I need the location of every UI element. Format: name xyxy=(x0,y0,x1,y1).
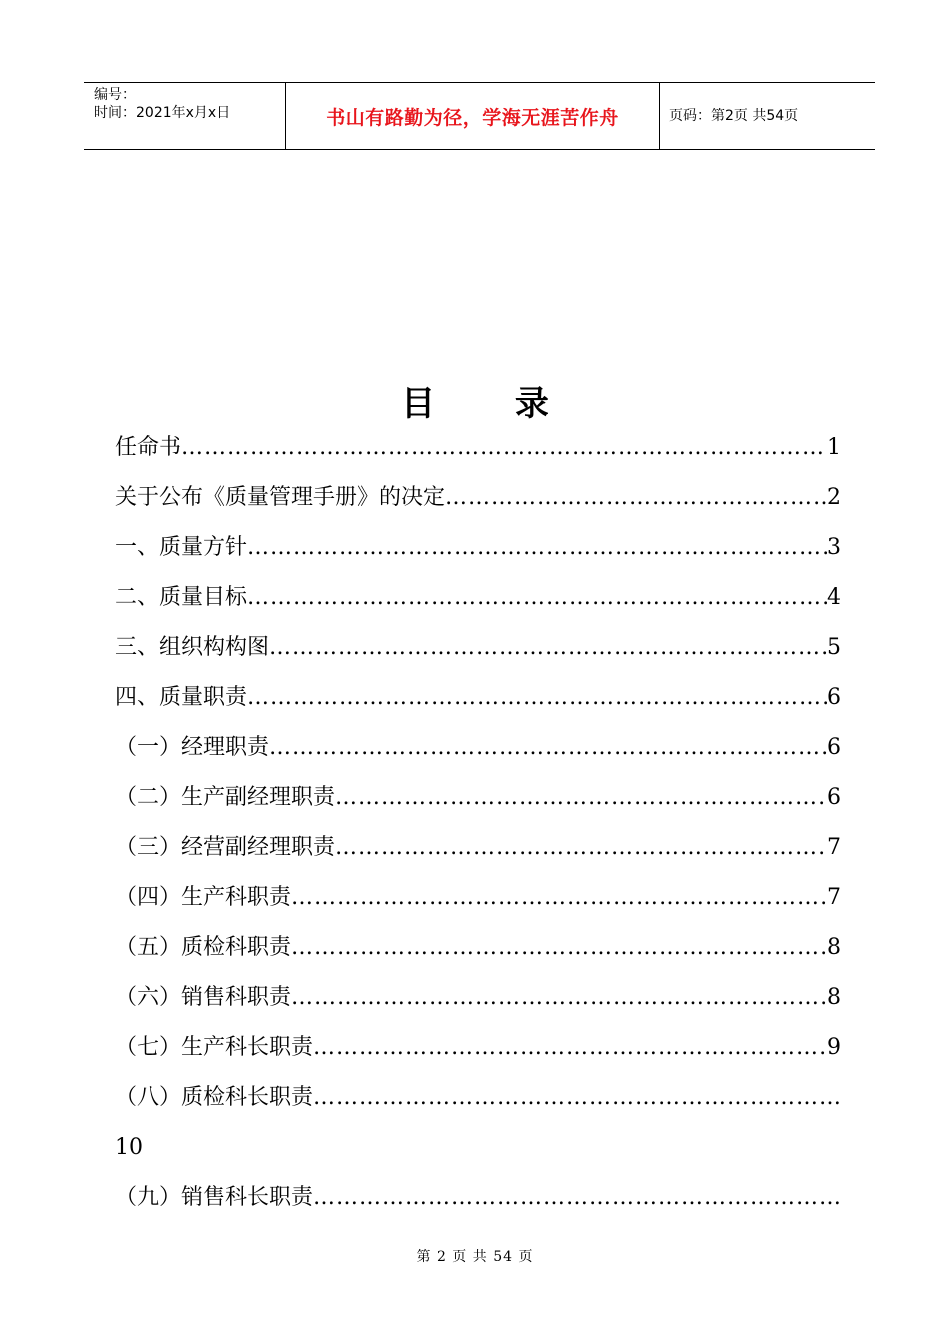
toc-entry[interactable] xyxy=(115,1080,841,1130)
toc-entry-page: 8 xyxy=(827,935,841,960)
table-of-contents xyxy=(115,430,841,1230)
toc-entry[interactable] xyxy=(115,1030,841,1080)
toc-leader xyxy=(335,830,827,866)
toc-leader xyxy=(247,580,827,616)
toc-leader xyxy=(313,1180,841,1216)
toc-leader xyxy=(445,480,827,516)
toc-entry-text: （九）销售科长职责 xyxy=(115,1185,314,1210)
toc-entry[interactable] xyxy=(115,430,841,480)
toc-entry-page-wrapped xyxy=(115,1130,841,1180)
toc-entry-text: （二）生产副经理职责 xyxy=(115,785,336,810)
toc-entry-text: （三）经营副经理职责 xyxy=(115,835,336,860)
toc-entry-text: 三、组织构构图 xyxy=(115,635,270,660)
number-label: 编号： xyxy=(94,87,136,103)
toc-leader xyxy=(247,530,827,566)
header-page-cell xyxy=(659,83,875,149)
toc-entry[interactable] xyxy=(115,630,841,680)
toc-leader xyxy=(335,780,827,816)
toc-entry-page: 7 xyxy=(827,885,841,910)
toc-entry-page: 6 xyxy=(827,685,841,710)
toc-entry-page: 8 xyxy=(827,985,841,1010)
toc-leader xyxy=(291,980,827,1016)
toc-leader xyxy=(269,730,827,766)
toc-entry-page: 7 xyxy=(827,835,841,860)
toc-entry-text: （五）质检科职责 xyxy=(115,935,292,960)
toc-leader xyxy=(313,1030,827,1066)
toc-leader xyxy=(291,930,827,966)
toc-leader xyxy=(181,430,827,466)
toc-entry-page: 3 xyxy=(827,535,841,560)
toc-entry-text: （七）生产科长职责 xyxy=(115,1035,314,1060)
toc-leader xyxy=(291,880,827,916)
toc-entry-text: 二、质量目标 xyxy=(115,585,248,610)
toc-entry[interactable] xyxy=(115,980,841,1030)
toc-entry[interactable] xyxy=(115,530,841,580)
toc-entry[interactable] xyxy=(115,1180,841,1230)
toc-leader xyxy=(313,1080,841,1116)
toc-title: 目 录 xyxy=(401,384,583,424)
toc-entry[interactable] xyxy=(115,930,841,980)
toc-entry[interactable] xyxy=(115,780,841,830)
toc-entry-page: 1 xyxy=(827,435,841,460)
time-label: 时间：2021年x月x日 xyxy=(94,105,231,121)
toc-entry-text: 四、质量职责 xyxy=(115,685,248,710)
toc-entry-text: （一）经理职责 xyxy=(115,735,270,760)
toc-entry-text: 一、质量方针 xyxy=(115,535,248,560)
toc-entry-page: 6 xyxy=(827,735,841,760)
motto-text: 书山有路勤为径，学海无涯苦作舟 xyxy=(326,107,619,129)
toc-entry[interactable] xyxy=(115,580,841,630)
header-info-cell xyxy=(84,83,285,149)
toc-entry-text: 关于公布《质量管理手册》的决定 xyxy=(115,485,446,510)
toc-entry[interactable] xyxy=(115,880,841,930)
toc-entry-page: 9 xyxy=(827,1035,841,1060)
toc-entry-text: 任命书 xyxy=(115,435,182,460)
toc-entry[interactable] xyxy=(115,680,841,730)
toc-entry[interactable] xyxy=(115,730,841,780)
toc-entry[interactable] xyxy=(115,830,841,880)
page-footer: 第 2 页 共 54 页 xyxy=(416,1249,534,1265)
toc-leader xyxy=(269,630,827,666)
header-motto-cell xyxy=(285,83,660,149)
toc-entry-text: 10 xyxy=(115,1135,143,1160)
toc-entry-text: （四）生产科职责 xyxy=(115,885,292,910)
toc-entry-page: 6 xyxy=(827,785,841,810)
toc-entry-text: （八）质检科长职责 xyxy=(115,1085,314,1110)
toc-entry-page: 5 xyxy=(827,635,841,660)
toc-entry-text: （六）销售科职责 xyxy=(115,985,292,1010)
page-number-label: 页码：第2页 共54页 xyxy=(669,108,799,124)
toc-entry-page: 2 xyxy=(827,485,841,510)
toc-entry[interactable] xyxy=(115,480,841,530)
toc-entry-page: 4 xyxy=(827,585,841,610)
page-header xyxy=(84,82,875,150)
toc-leader xyxy=(247,680,827,716)
